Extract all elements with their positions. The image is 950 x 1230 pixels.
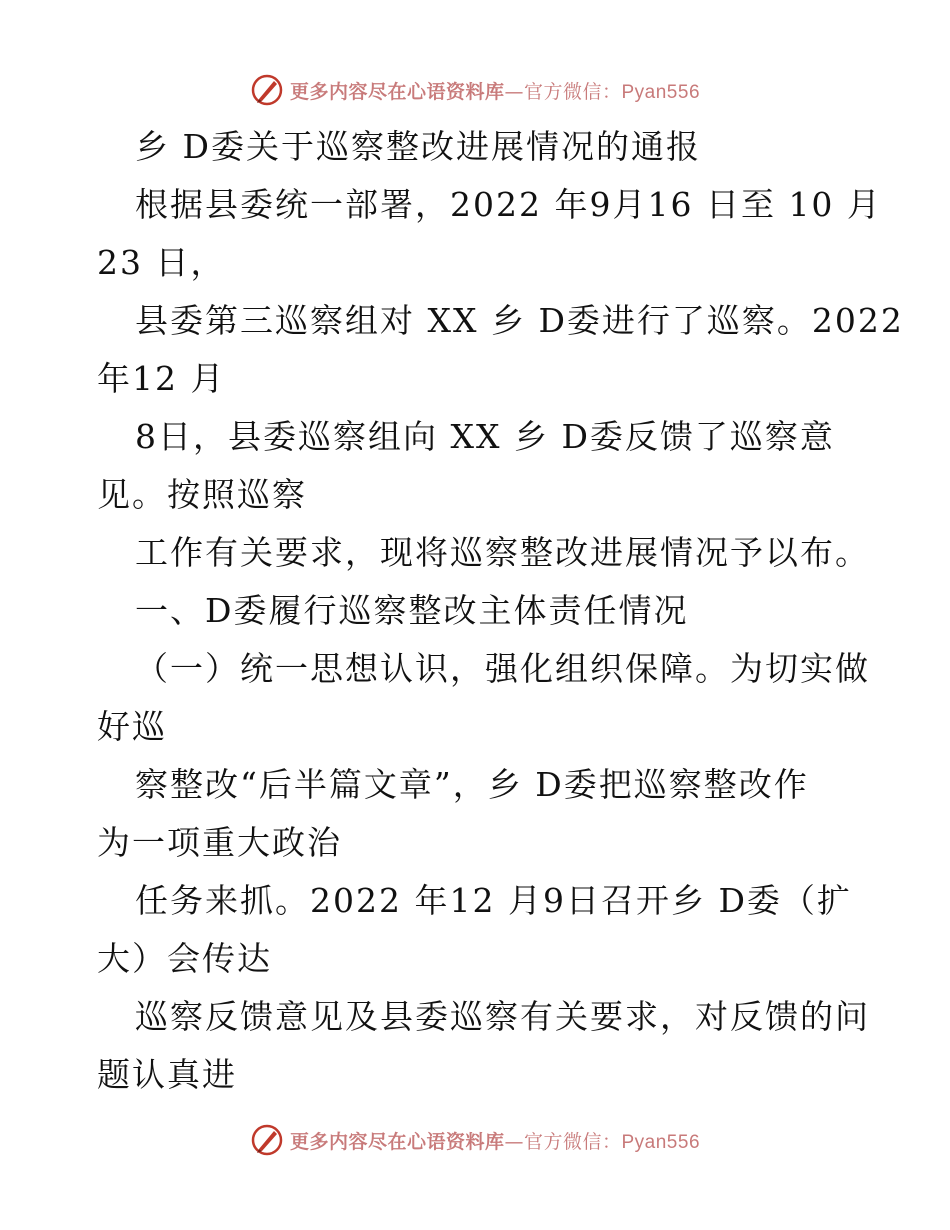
watermark-wechat-id: Pyan556 bbox=[621, 1131, 701, 1153]
document-line: 题认真进 bbox=[97, 1055, 237, 1094]
watermark-site: 更多内容尽在心语资料库 bbox=[289, 1130, 505, 1153]
document-line: 23 日， bbox=[97, 243, 226, 282]
quill-pen-logo-icon bbox=[250, 1123, 284, 1157]
document-line: 县委第三巡察组对 XX 乡 D委进行了巡察。2022 bbox=[135, 301, 904, 340]
quill-pen-logo-icon bbox=[250, 73, 284, 107]
document-line: 根据县委统一部署，2022 年9月16 日至 10 月 bbox=[135, 185, 882, 224]
watermark-dash: — bbox=[504, 80, 524, 103]
watermark-site: 更多内容尽在心语资料库 bbox=[289, 80, 505, 103]
document-line: 察整改“后半篇文章”，乡 D委把巡察整改作 bbox=[135, 765, 809, 804]
watermark-banner-top bbox=[0, 70, 950, 110]
document-line: 为一项重大政治 bbox=[97, 823, 342, 862]
document-line: 工作有关要求，现将巡察整改进展情况予以布。 bbox=[135, 533, 870, 572]
watermark-banner-bottom bbox=[0, 1120, 950, 1160]
watermark-wechat-id: Pyan556 bbox=[621, 81, 701, 103]
watermark-text bbox=[290, 77, 700, 104]
document-line: 大）会传达 bbox=[97, 939, 272, 978]
document-line: 任务来抓。2022 年12 月9日召开乡 D委（扩 bbox=[135, 881, 852, 920]
watermark-dash: — bbox=[504, 1130, 524, 1153]
watermark-wechat-label: 官方微信： bbox=[523, 80, 622, 103]
document-line: 8日，县委巡察组向 XX 乡 D委反馈了巡察意 bbox=[135, 417, 835, 456]
section-heading: 一、D委履行巡察整改主体责任情况 bbox=[135, 591, 689, 630]
watermark-wechat-label: 官方微信： bbox=[523, 1130, 622, 1153]
document-line: 年12 月 bbox=[97, 359, 226, 398]
document-line: 好巡 bbox=[97, 707, 167, 746]
document-line: （一）统一思想认识，强化组织保障。为切实做 bbox=[135, 649, 870, 688]
watermark-text bbox=[290, 1127, 700, 1154]
document-line: 见。按照巡察 bbox=[97, 475, 307, 514]
document-line: 巡察反馈意见及县委巡察有关要求，对反馈的问 bbox=[135, 997, 870, 1036]
document-title: 乡 D委关于巡察整改进展情况的通报 bbox=[135, 127, 701, 166]
